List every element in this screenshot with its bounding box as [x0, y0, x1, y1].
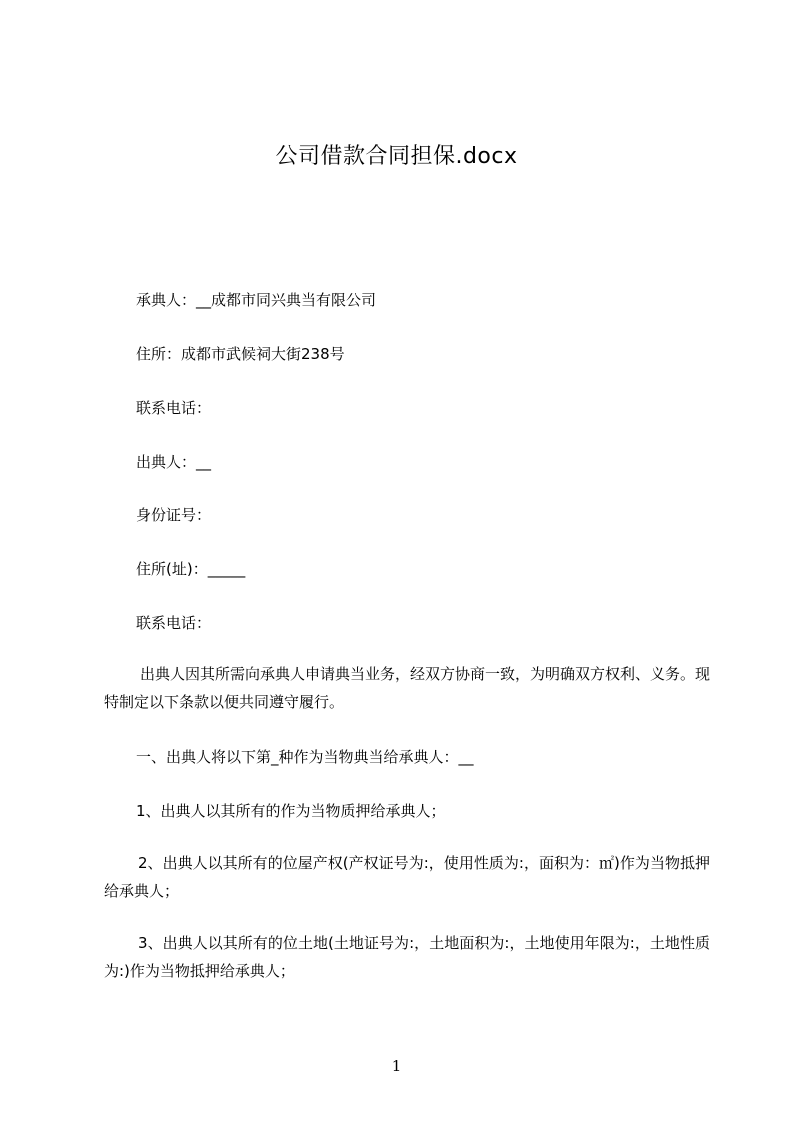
clause-item-1: 1、出典人以其所有的作为当物质押给承典人；: [136, 802, 446, 820]
pawnee-address-field: 住所：成都市武候祠大街238号: [136, 345, 345, 363]
clause-item-2: [104, 849, 710, 905]
pawnor-address-field: 住所(址)：_____: [136, 560, 246, 578]
pawnor-id-field: 身份证号：: [136, 506, 212, 524]
clause-item-3-text: 3、出典人以其所有的位土地(土地证号为:，土地面积为:，土地使用年限为:，土地性质为:)作为当物抵押给承典人；: [104, 934, 710, 980]
pawnor-phone-field: 联系电话：: [136, 614, 212, 632]
pawnee-phone-field: 联系电话：: [136, 399, 212, 417]
clause-item-3: [104, 929, 710, 985]
clause-item-2-text: 2、出典人以其所有的位屋产权(产权证号为:，使用性质为:，面积为：㎡)作为当物抵押给承典人；: [104, 854, 710, 900]
intro-text: 出典人因其所需向承典人申请典当业务，经双方协商一致，为明确双方权利、义务。现特制定以下条款以便共同遵守履行。: [104, 665, 711, 711]
pawnee-field: 承典人：__成都市同兴典当有限公司: [136, 291, 377, 309]
pawnor-field: 出典人：__: [136, 453, 212, 471]
document-title: 公司借款合同担保.docx: [275, 144, 518, 169]
section-one-heading: 一、出典人将以下第_种作为当物典当给承典人：__: [136, 748, 474, 766]
intro-paragraph: [104, 660, 710, 716]
page-number: 1: [391, 1057, 402, 1075]
